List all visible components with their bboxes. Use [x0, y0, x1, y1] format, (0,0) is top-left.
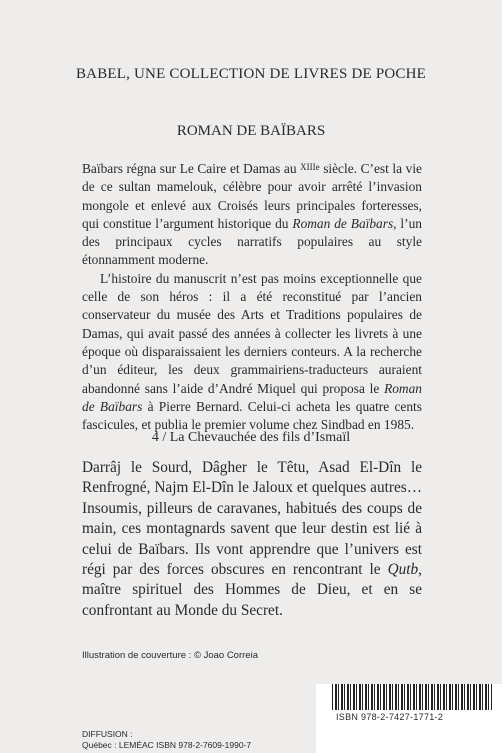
diffusion-label: DIFFUSION :: [82, 729, 133, 739]
barcode-icon: [332, 684, 492, 710]
diffusion-line: Québec : LEMÉAC ISBN 978-2-7609-1990-7: [82, 740, 252, 750]
century-suffix: e: [315, 162, 320, 172]
intro-paragraph-2: L’histoire du manuscrit n’est pas moins exceptionnelle que celle de son héros : il a été reconstitué par l’ancien conservateur du musée des Arts et Traditions populaires de Damas, qui avait passé des années à collecter les livrets à une époque où disparaissaient les derniers conteurs. A la recherche d’un éditeur, les deux grammairiens-traducteurs auraient abandonné sans l’aide d’André Miquel qui proposa le Roman de Baïbars à Pierre Bernard. Celui-ci acheta les quatre cents fascicules, et publia le premier volume chez Sindbad en 1985.: [82, 270, 422, 433]
collection-heading: BABEL, UNE COLLECTION DE LIVRES DE POCHE: [75, 66, 427, 82]
century-numeral: XIII: [300, 162, 316, 172]
volume-summary: [82, 458, 422, 621]
isbn: ISBN 978-2-7427-1771-2: [336, 712, 444, 722]
summary-paragraph: Darrâj le Sourd, Dâgher le Têtu, Asad El-Dîn le Renfrogné, Najm El-Dîn le Jaloux et quelques autres… Insoumis, pilleurs de caravanes, habitués des coups de main, ces montagnards savent que leur destin est lié à celui de Baïbars. Ils vont apprendre que l’univers est régi par des forces obscures en rencontrant le Qutb, maître spirituel des Hommes de Dieu, et en se confrontant au Monde du Secret.: [82, 459, 422, 619]
intro-text: [82, 158, 422, 434]
diffusion-info: [82, 729, 251, 751]
intro-paragraph-1: Baïbars régna sur Le Caire et Damas au $^{XIIIe}$ siècle. C’est la vie de ce sultan mamelouk, célèbre pour avoir arrêté l’invasion mongole et enlevé aux Croisés leurs principales forteresses, qui constitue l’argument historique du Roman de Baïbars, l’un des principaux cycles narratifs populaires au style étonnamment moderne.: [82, 161, 422, 268]
volume-title: 4 / La Chevauchée des fils d’Ismaïl: [151, 430, 351, 445]
cover-credit: Illustration de couverture : © Joao Correia: [82, 650, 258, 661]
book-title: ROMAN DE BAÏBARS: [176, 123, 326, 139]
